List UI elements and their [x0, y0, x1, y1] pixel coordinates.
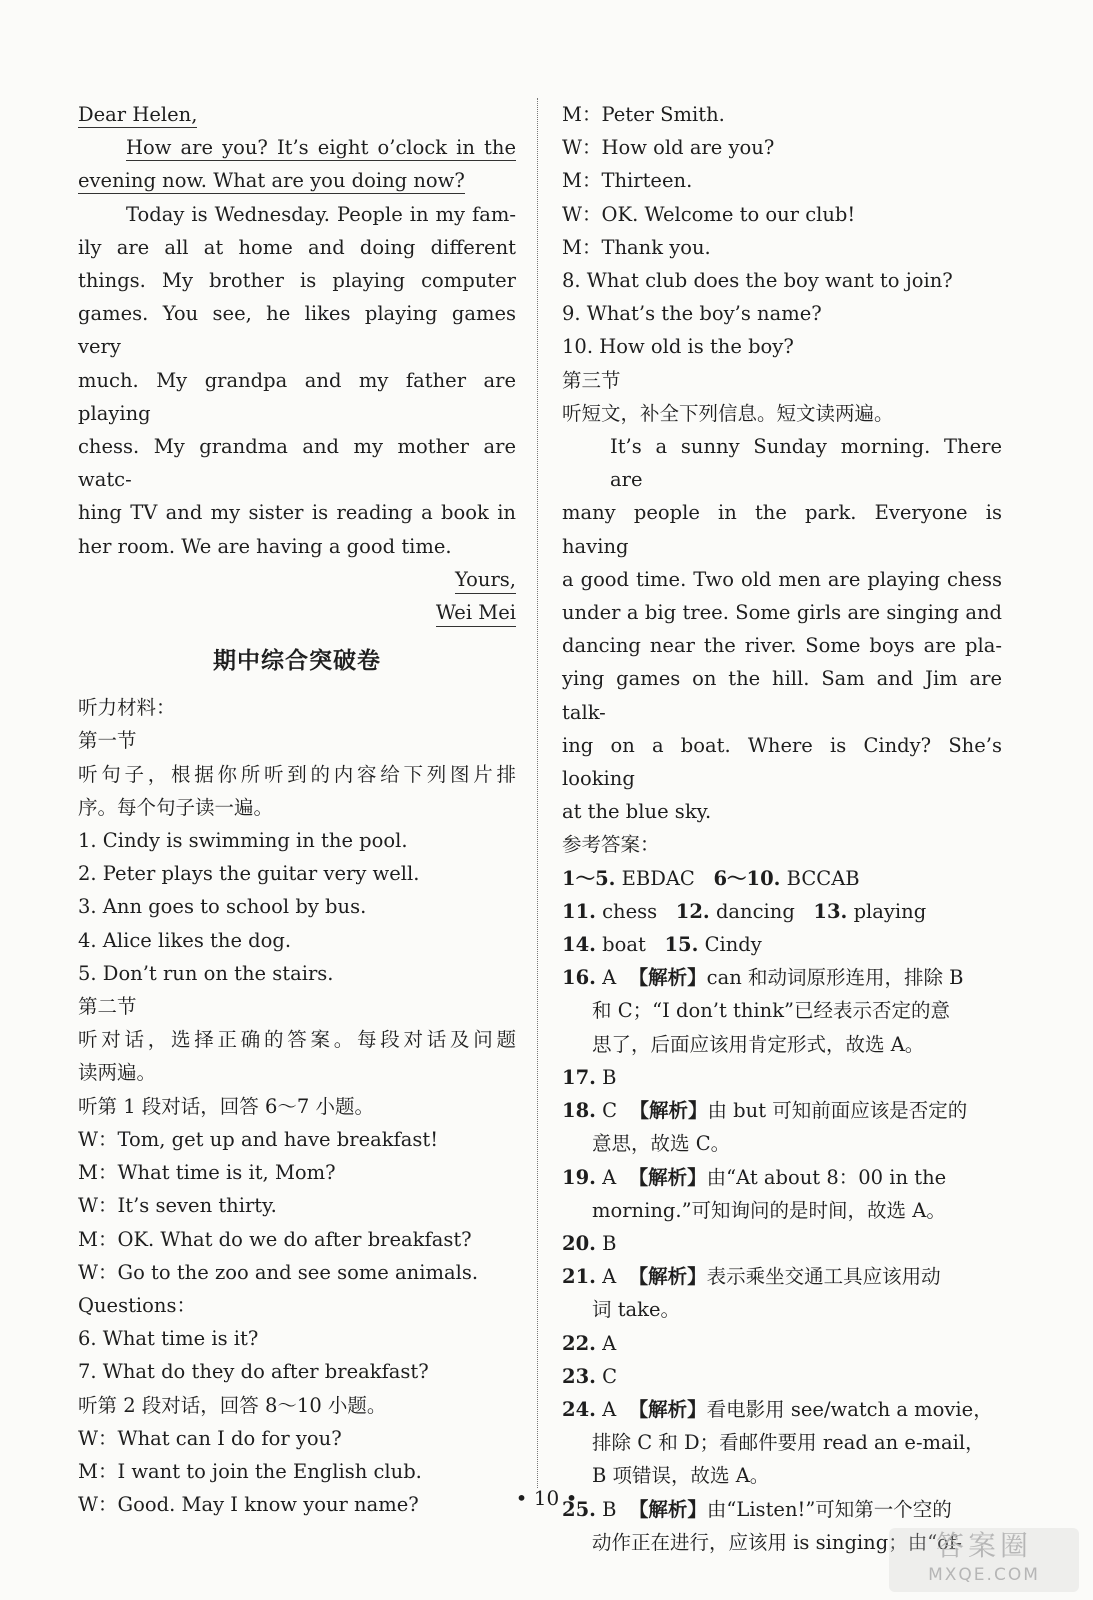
- text-line: 听力材料：: [78, 696, 176, 720]
- watermark-logo: [889, 1528, 1079, 1592]
- answers-label: 参考答案：: [562, 833, 660, 857]
- letter-line: chess. My grandma and my mother are watc-: [78, 435, 516, 492]
- answer-24: 24. A 【解析】看电影用 see/watch a movie，: [562, 1397, 993, 1421]
- text-line: 听句子，根据你所听到的内容给下列图片排: [78, 762, 516, 786]
- passage-line: It’s a sunny Sunday morning. There are: [610, 435, 1002, 492]
- letter-line: evening now. What are you doing now?: [78, 169, 465, 193]
- page-number: • 10 •: [515, 1486, 578, 1510]
- answer-21-cont: 词 take。: [592, 1298, 681, 1322]
- answer-16-cont: 和 C；“I don’t think”已经表示否定的意: [592, 999, 950, 1023]
- dialogue-line: M：Peter Smith.: [562, 103, 725, 126]
- list-item: 7. What do they do after breakfast?: [78, 1360, 429, 1384]
- column-divider: [537, 98, 538, 1488]
- passage-line: many people in the park. Everyone is having: [562, 501, 1002, 558]
- letter-line: hing TV and my sister is reading a book in: [78, 501, 516, 525]
- passage-line: ying games on the hill. Sam and Jim are talk-: [562, 667, 1002, 724]
- letter-line: Today is Wednesday. People in my fam-: [126, 202, 516, 226]
- text-line: 听短文，补全下列信息。短文读两遍。: [562, 401, 894, 425]
- exam-title: 期中综合突破卷: [213, 648, 381, 675]
- text-line: 听第 2 段对话，回答 8～10 小题。: [78, 1393, 387, 1417]
- answer-18: 18. C 【解析】由 but 可知前面应该是否定的: [562, 1099, 968, 1123]
- answer-row: 11. chess 12. dancing 13. playing: [562, 899, 927, 923]
- text-line: 序。每个句子读一遍。: [78, 795, 274, 819]
- answer-22: 22. A: [562, 1331, 617, 1355]
- answer-24-cont: 排除 C 和 D；看邮件要用 read an e-mail，: [592, 1431, 985, 1455]
- dialogue-line: M：Thirteen.: [562, 169, 693, 193]
- answer-23: 23. C: [562, 1364, 618, 1388]
- passage-line: ing on a boat. Where is Cindy? She’s looking: [562, 733, 1002, 791]
- text-line: 听对话，选择正确的答案。每段对话及问题: [78, 1028, 516, 1052]
- left-column: [78, 98, 516, 1521]
- dialogue-line: M：Thank you.: [562, 235, 711, 259]
- right-column: [562, 98, 1002, 1559]
- letter-line: her room. We are having a good time.: [78, 534, 452, 558]
- letter-line: ily are all at home and doing different: [78, 235, 516, 259]
- dialogue-line: W：What can I do for you?: [78, 1426, 342, 1450]
- answer-row: 1～5. EBDAC 6～10. BCCAB: [562, 866, 860, 890]
- list-item: 8. What club does the boy want to join?: [562, 269, 953, 293]
- dialogue-line: W：It’s seven thirty.: [78, 1194, 277, 1218]
- watermark-text: 答案圈: [935, 1529, 1032, 1562]
- dialogue-line: W：Good. May I know your name?: [78, 1493, 419, 1517]
- passage-line: dancing near the river. Some boys are pla-: [562, 634, 1002, 658]
- answer-20: 20. B: [562, 1231, 617, 1255]
- dialogue-line: W：Tom, get up and have breakfast!: [78, 1127, 439, 1151]
- list-item: 10. How old is the boy?: [562, 335, 794, 359]
- answer-19-cont: morning.”可知询问的是时间，故选 A。: [592, 1198, 946, 1222]
- answer-24-cont: B 项错误，故选 A。: [592, 1464, 770, 1488]
- section-heading: 第三节: [562, 368, 621, 392]
- answer-17: 17. B: [562, 1065, 617, 1089]
- list-item: 1. Cindy is swimming in the pool.: [78, 829, 408, 853]
- dialogue-line: W：How old are you?: [562, 136, 775, 160]
- list-item: 6. What time is it?: [78, 1327, 259, 1351]
- dialogue-line: M：I want to join the English club.: [78, 1459, 422, 1483]
- letter-line: games. You see, he likes playing games very: [78, 302, 516, 359]
- letter-greeting: Dear Helen,: [78, 103, 198, 126]
- letter-line: things. My brother is playing computer: [78, 269, 516, 293]
- list-item: 2. Peter plays the guitar very well.: [78, 862, 420, 886]
- list-item: 3. Ann goes to school by bus.: [78, 895, 367, 919]
- section-heading: 第二节: [78, 995, 137, 1019]
- watermark-url: MXQE.COM: [928, 1565, 1040, 1585]
- list-item: 5. Don’t run on the stairs.: [78, 961, 334, 985]
- dialogue-line: W：OK. Welcome to our club!: [562, 202, 856, 226]
- passage-line: a good time. Two old men are playing chess: [562, 567, 1002, 591]
- dialogue-line: M：What time is it, Mom?: [78, 1161, 336, 1185]
- list-item: 9. What’s the boy’s name?: [562, 302, 822, 326]
- answer-16-cont: 思了，后面应该用肯定形式，故选 A。: [592, 1032, 925, 1056]
- section-heading: 第一节: [78, 729, 137, 753]
- letter-closing: Yours,: [78, 563, 516, 596]
- answer-21: 21. A 【解析】表示乘坐交通工具应该用动: [562, 1265, 941, 1289]
- letter-signature: Wei Mei: [78, 596, 516, 629]
- dialogue-line: M：OK. What do we do after breakfast?: [78, 1227, 472, 1251]
- answer-19: 19. A 【解析】由“At about 8：00 in the: [562, 1165, 947, 1189]
- letter-line: How are you? It’s eight o’clock in the: [126, 136, 516, 160]
- passage-line: at the blue sky.: [562, 800, 712, 824]
- answer-row: 14. boat 15. Cindy: [562, 933, 762, 957]
- text-line: Questions：: [78, 1293, 196, 1317]
- answer-16: 16. A 【解析】can 和动词原形连用，排除 B: [562, 966, 964, 990]
- dialogue-line: W：Go to the zoo and see some animals.: [78, 1260, 479, 1284]
- list-item: 4. Alice likes the dog.: [78, 928, 292, 952]
- letter-line: much. My grandpa and my father are playing: [78, 368, 516, 425]
- text-line: 读两遍。: [78, 1061, 157, 1085]
- passage-line: under a big tree. Some girls are singing and: [562, 601, 1002, 625]
- answer-25: 25. B 【解析】由“Listen!”可知第一个空的: [562, 1497, 952, 1521]
- text-line: 听第 1 段对话，回答 6～7 小题。: [78, 1094, 375, 1118]
- answer-18-cont: 意思，故选 C。: [592, 1132, 731, 1156]
- answer-25-cont: 动作正在进行，应该用 is singing；由“of-: [592, 1530, 963, 1554]
